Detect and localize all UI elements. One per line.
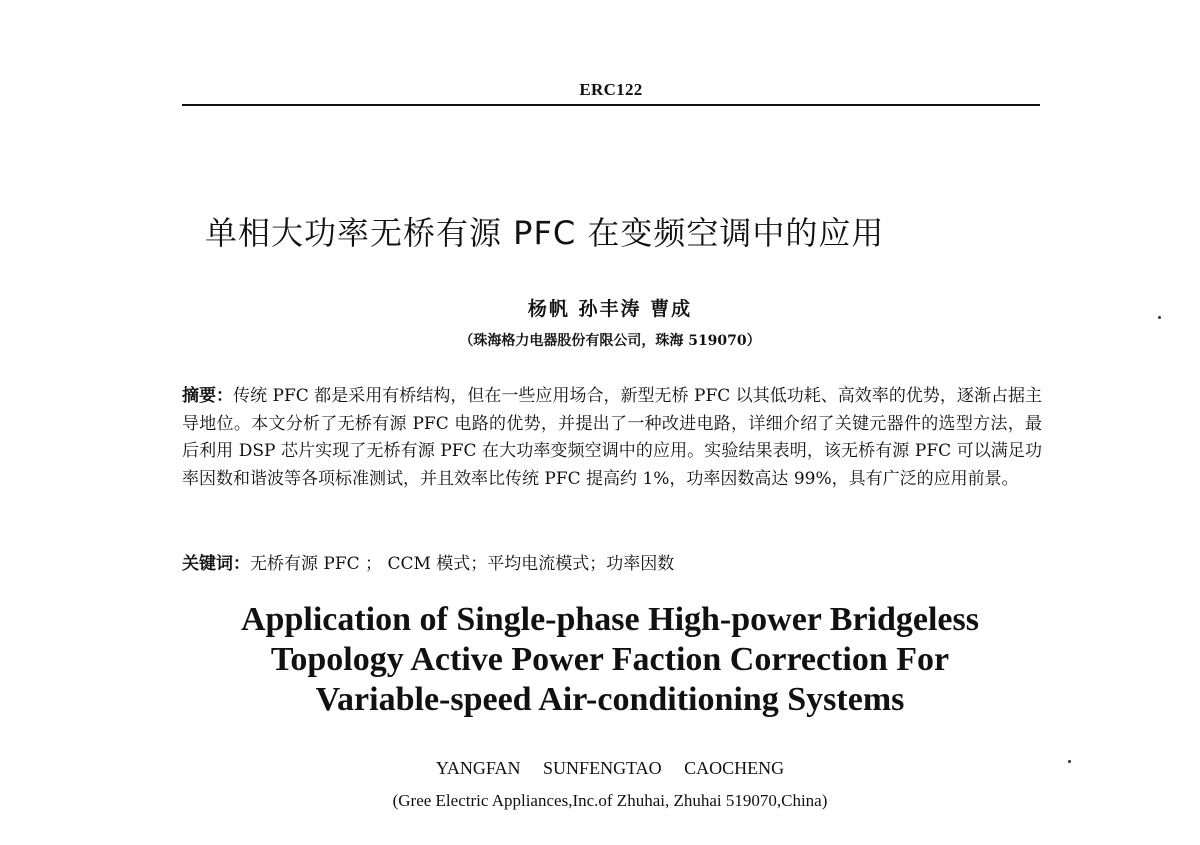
keywords-label: 关键词： (182, 554, 250, 574)
title-english-line-2: Topology Active Power Faction Correction For (270, 641, 950, 678)
title-english (150, 600, 1070, 720)
authors-chinese: 杨帆 孙丰涛 曹成 (527, 298, 693, 320)
authors-english: YANGFAN SUNFENGTAO CAOCHENG (435, 758, 785, 778)
title-english-line-1: Application of Single-phase High-power Bridgeless (241, 601, 979, 638)
keywords-text: 无桥有源 PFC ； CCM 模式；平均电流模式；功率因数 (250, 554, 675, 574)
abstract-chinese (182, 383, 1042, 493)
scan-speck (1068, 760, 1071, 763)
affiliation-english: (Gree Electric Appliances,Inc.of Zhuhai, Zhuhai 519070,China) (392, 791, 828, 810)
header-code: ERC122 (579, 80, 643, 99)
affiliation-chinese: （珠海格力电器股份有限公司，珠海 519070） (459, 333, 761, 349)
abstract-label: 摘要： (182, 386, 234, 406)
title-chinese: 单相大功率无桥有源 PFC 在变频空调中的应用 (205, 214, 885, 252)
abstract-text: 传统 PFC 都是采用有桥结构，但在一些应用场合，新型无桥 PFC 以其低功耗、高效率的优势，逐渐占据主导地位。本文分析了无桥有源 PFC 电路的优势，并提出了一种改进电路，详细介绍了关键元器件的选型方法，最后利用 DSP 芯片实现了无桥有源 PFC 在大功率变频空调中的应用。实验结果表明，该无桥有源 PFC 可以满足功率因数和谐波等各项标准测试，并且效率比传统 PFC 提高约 1%，功率因数高达 99%，具有广泛的应用前景。 (182, 386, 1042, 489)
header-rule (182, 104, 1040, 106)
scan-speck (1158, 316, 1161, 319)
title-english-line-3: Variable-speed Air-conditioning Systems (315, 681, 905, 718)
keywords-chinese (182, 549, 1042, 574)
